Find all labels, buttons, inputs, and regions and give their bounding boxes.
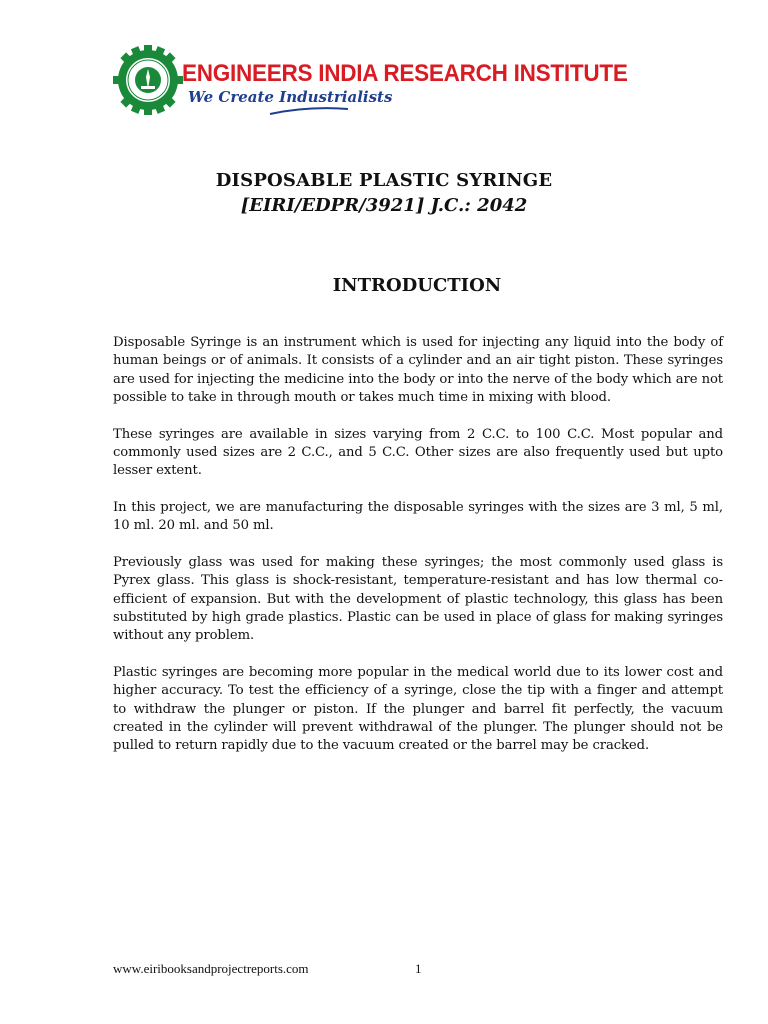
document-code: [EIRI/EDPR/3921] J.C.: 2042 [240, 195, 528, 216]
body-paragraph: These syringes are available in sizes varying from 2 C.C. to 100 C.C. Most popular and commonly used sizes are 2 C.C., and 5 C.C. Other sizes are also frequently used but upto lesser extent. [113, 426, 723, 479]
tagline-underline-swoosh [268, 106, 350, 116]
organization-tagline: We Create Industrialists [188, 88, 393, 106]
body-paragraph: Disposable Syringe is an instrument which is used for injecting any liquid into the body of human beings or of animals. It consists of a cylinder and an air tight piston. These syringes are used for injecting the medicine into the body or into the nerve of the body which are not possible to take in through mouth or takes much time in mixing with blood. [113, 335, 723, 405]
body-paragraph: Plastic syringes are becoming more popular in the medical world due to its lower cost and higher accuracy. To test the efficiency of a syringe, close the tip with a finger and attempt to withdraw the plunger or piston. If the plunger and barrel fit perfectly, the vacuum created in the cylinder will prevent withdrawal of the plunger. The plunger should not be pulled to return rapidly due to the vacuum created or the barrel may be cracked. [113, 665, 723, 754]
page-header [112, 44, 628, 124]
organization-name: ENGINEERS INDIA RESEARCH INSTITUTE [182, 60, 628, 87]
footer-website-link[interactable]: www.eiribooksandprojectreports.com [113, 961, 309, 976]
body-paragraph: Previously glass was used for making these syringes; the most commonly used glass is Pyrex glass. This glass is shock-resistant, temperature-resistant and has low thermal co-efficient of expansion. But with the development of plastic technology, this glass has been substituted by high grade plastics. Plastic can be used in place of glass for making syringes without any problem. [113, 555, 723, 644]
page-number: 1 [415, 961, 422, 976]
body-paragraph: In this project, we are manufacturing the disposable syringes with the sizes are 3 ml, 5 ml, 10 ml. 20 ml. and 50 ml. [113, 500, 723, 534]
document-title: DISPOSABLE PLASTIC SYRINGE [215, 170, 553, 191]
document-body [113, 334, 723, 774]
section-heading: INTRODUCTION [332, 275, 502, 296]
gear-emblem-icon [112, 44, 184, 116]
